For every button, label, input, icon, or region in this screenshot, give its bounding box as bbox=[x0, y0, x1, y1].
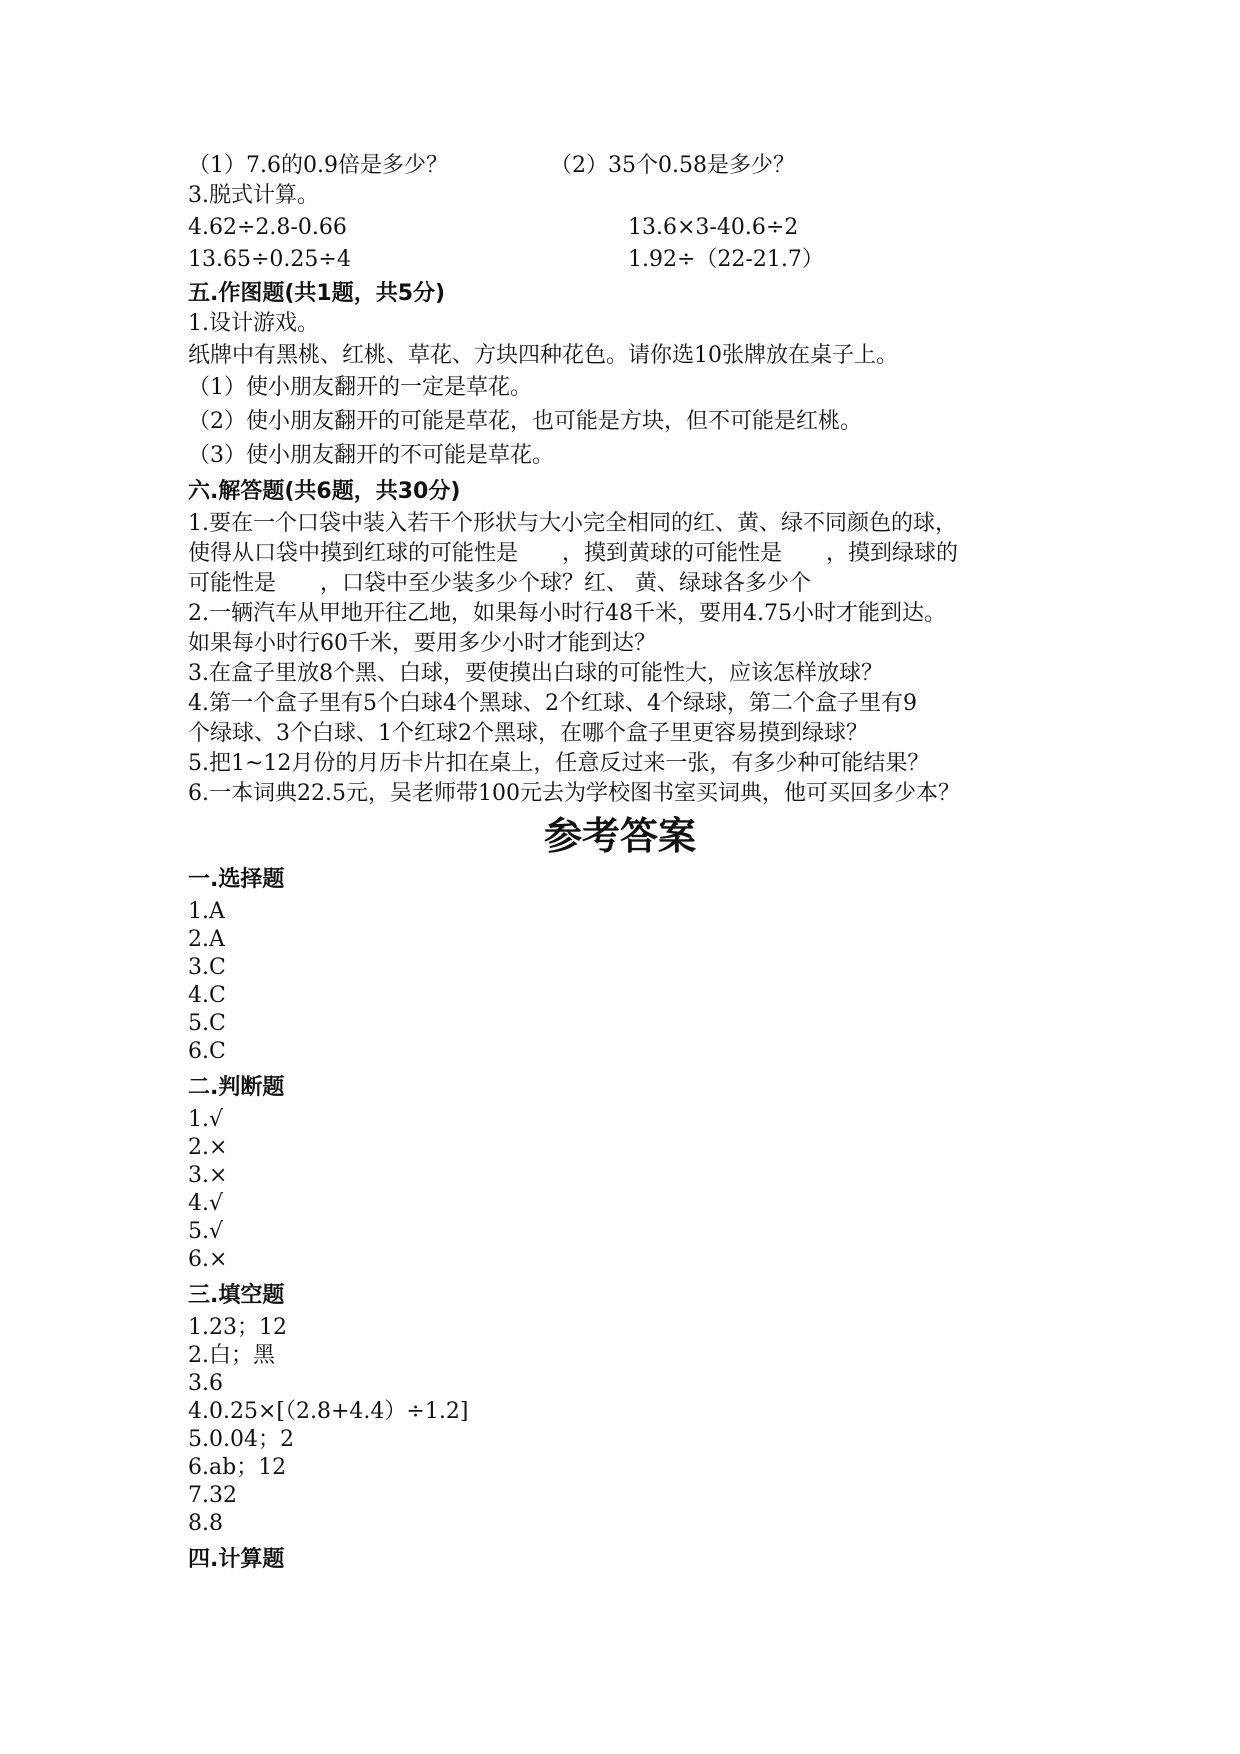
section-6-heading: 六.解答题(共6题，共30分) bbox=[188, 479, 461, 504]
section-5-heading: 五.作图题(共1题，共5分) bbox=[188, 281, 446, 306]
fill-heading: 三.填空题 bbox=[188, 1283, 285, 1308]
fill-answer: 3.6 bbox=[188, 1371, 223, 1396]
fill-answer: 2.白；黑 bbox=[188, 1343, 275, 1368]
section-5-line: （3）使小朋友翻开的不可能是草花。 bbox=[188, 443, 554, 468]
section-5-line: 1.设计游戏。 bbox=[188, 311, 319, 336]
fill-answer: 4.0.25×[（2.8+4.4）÷1.2] bbox=[188, 1399, 469, 1424]
expression-3: 13.65÷0.25÷4 bbox=[188, 247, 351, 272]
judge-answer: 4.√ bbox=[188, 1191, 224, 1216]
section-6-line: 可能性是 ，口袋中至少装多少个球？红、 黄、绿球各多少个 bbox=[188, 571, 811, 596]
question-row bbox=[188, 152, 795, 180]
section-5-line: （1）使小朋友翻开的一定是草花。 bbox=[188, 375, 532, 400]
calc-heading: 四.计算题 bbox=[188, 1547, 285, 1572]
section-6-line: 2.一辆汽车从甲地开往乙地，如果每小时行48千米，要用4.75小时才能到达。 bbox=[188, 601, 946, 626]
answers-title: 参考答案 bbox=[543, 814, 696, 858]
section-6-line: 如果每小时行60千米，要用多少小时才能到达？ bbox=[188, 631, 656, 656]
judge-answer: 6.× bbox=[188, 1247, 228, 1272]
fill-answer: 8.8 bbox=[188, 1511, 223, 1536]
section-6-line: 4.第一个盒子里有5个白球4个黑球、2个红球、4个绿球，第二个盒子里有9 bbox=[188, 691, 917, 716]
section-6-line: 5.把1~12月份的月历卡片扣在桌上，任意反过来一张，有多少种可能结果？ bbox=[188, 751, 930, 776]
choice-answer: 4.C bbox=[188, 983, 226, 1008]
choice-answer: 3.C bbox=[188, 955, 226, 980]
judge-heading: 二.判断题 bbox=[188, 1075, 285, 1100]
calc-question-1: （1）7.6的0.9倍是多少？ bbox=[188, 153, 448, 178]
section-5-line: 纸牌中有黑桃、红桃、草花、方块四种花色。请你选10张牌放在桌子上。 bbox=[188, 343, 898, 368]
expression-1: 4.62÷2.8-0.66 bbox=[188, 215, 347, 240]
fill-answer: 7.32 bbox=[188, 1483, 237, 1508]
expression-2: 13.6×3-40.6÷2 bbox=[628, 215, 799, 240]
section-6-line: 1.要在一个口袋中装入若干个形状与大小完全相同的红、黄、绿不同颜色的球， bbox=[188, 511, 957, 536]
judge-answer: 3.× bbox=[188, 1163, 228, 1188]
fill-answer: 5.0.04；2 bbox=[188, 1427, 294, 1452]
calc-title: 3.脱式计算。 bbox=[188, 183, 319, 208]
expression-row-2 bbox=[188, 246, 824, 274]
choice-answer: 5.C bbox=[188, 1011, 226, 1036]
judge-answer: 5.√ bbox=[188, 1219, 224, 1244]
judge-answer: 1.√ bbox=[188, 1107, 224, 1132]
section-6-line: 个绿球、3个白球、1个红球2个黑球，在哪个盒子里更容易摸到绿球？ bbox=[188, 721, 868, 746]
expression-row-1 bbox=[188, 214, 799, 242]
section-5-line: （2）使小朋友翻开的可能是草花，也可能是方块，但不可能是红桃。 bbox=[188, 409, 862, 434]
choice-heading: 一.选择题 bbox=[188, 867, 285, 892]
choice-answer: 1.A bbox=[188, 899, 225, 924]
judge-answer: 2.× bbox=[188, 1135, 228, 1160]
choice-answer: 2.A bbox=[188, 927, 225, 952]
choice-answer: 6.C bbox=[188, 1039, 226, 1064]
section-6-line: 3.在盒子里放8个黑、白球，要使摸出白球的可能性大，应该怎样放球？ bbox=[188, 661, 883, 686]
expression-4: 1.92÷（22-21.7） bbox=[628, 247, 824, 272]
section-6-line: 6.一本词典22.5元，吴老师带100元去为学校图书室买词典，他可买回多少本？ bbox=[188, 781, 960, 806]
section-6-line: 使得从口袋中摸到红球的可能性是 ，摸到黄球的可能性是 ，摸到绿球的 bbox=[188, 541, 959, 566]
calc-question-2: （2）35个0.58是多少？ bbox=[550, 153, 795, 178]
fill-answer: 6.ab；12 bbox=[188, 1455, 287, 1480]
fill-answer: 1.23；12 bbox=[188, 1315, 287, 1340]
